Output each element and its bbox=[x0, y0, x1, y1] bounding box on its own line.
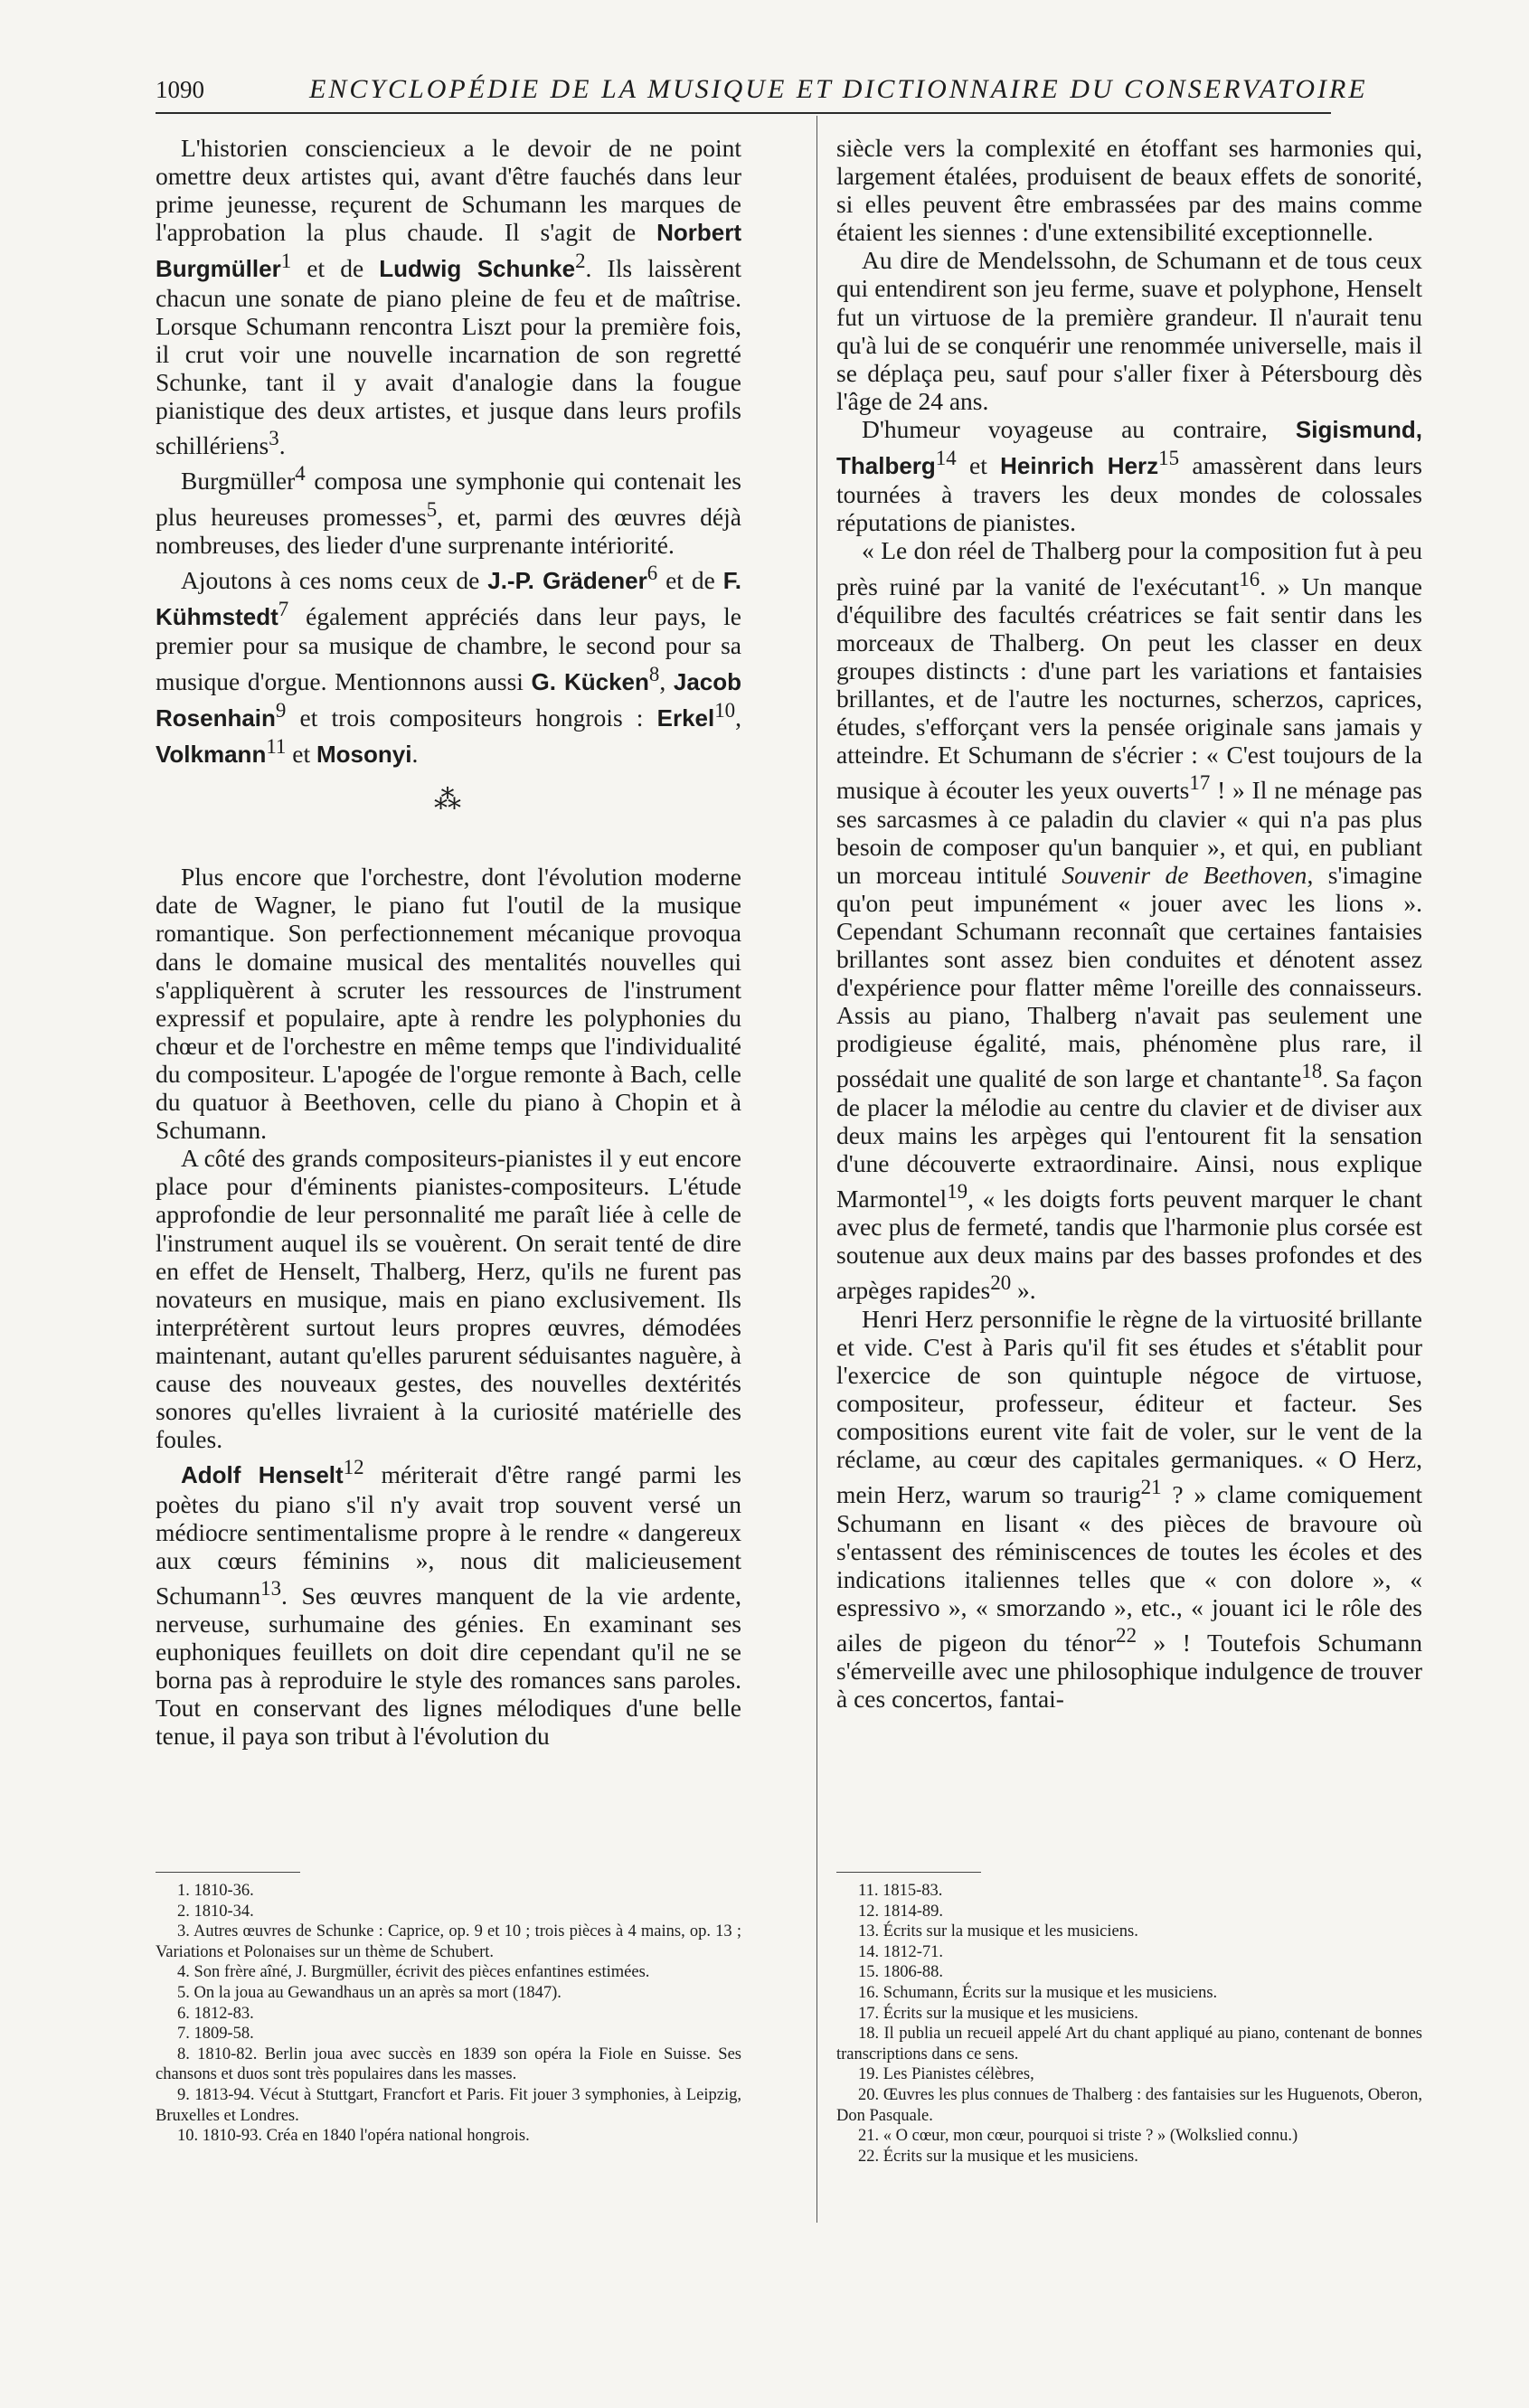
right-column bbox=[836, 134, 1422, 1713]
footnote: 20. Œuvres les plus connues de Thalberg : des fantaisies sur les Huguenots, Oberon, Don Pasquale. bbox=[836, 2085, 1422, 2125]
composer-name: Sigismund, Thalberg bbox=[836, 415, 1422, 480]
footnote-ref[interactable]: 10 bbox=[714, 698, 736, 722]
footnote-ref[interactable]: 15 bbox=[1158, 447, 1180, 470]
section-break-mark: ⁂ bbox=[434, 785, 463, 816]
footnote: 21. « O cœur, mon cœur, pourquoi si triste ? » (Wolkslied connu.) bbox=[858, 2127, 1298, 2146]
footnote: 4. Son frère aîné, J. Burgmüller, écrivit des pièces enfantines estimées. bbox=[177, 1963, 650, 1982]
footnote: 14. 1812-71. bbox=[858, 1942, 944, 1961]
composer-name: Erkel bbox=[656, 704, 715, 732]
footnote-ref[interactable]: 20 bbox=[990, 1271, 1012, 1295]
paragraph-herz: Henri Herz personnifie le règne de la virtuosité brillante et vide. C'est à Paris qu'il fit ses études et s'établit pour l'exercice de son quintuple négoce de virtuose, compositeur, professeur, éditeur et facteur. Ses compositions eurent vite fait de voler, sur le vent de la réclame, au cœur des capitales germaniques. « O Herz, mein Herz, warum so traurig$^{21}$ ? » clame comiquement Schumann en lisant « des pièces de bravoure où s'entassent des réminiscences de toutes les écoles et des indications italiennes telles que « con dolore », « espressivo », « smorzando », etc., « jouant ici le rôle des ailes de pigeon du ténor$^{22}$ » ! Toutefois Schumann s'émerveille avec une philosophique indulgence de trouver à ces concertos, fantai- bbox=[836, 1304, 1422, 1714]
footnote-ref[interactable]: 19 bbox=[947, 1180, 968, 1203]
composer-name: Volkmann bbox=[156, 741, 267, 769]
footnote: 6. 1812-83. bbox=[177, 2004, 254, 2023]
footnotes-right bbox=[836, 1881, 1422, 2167]
page-header bbox=[156, 69, 1368, 114]
footnote-ref[interactable]: 3 bbox=[269, 427, 279, 450]
composer-name: Jacob Rosenhain bbox=[156, 667, 742, 732]
footnote-ref[interactable]: 12 bbox=[343, 1456, 364, 1479]
footnote: 2. 1810-34. bbox=[177, 1902, 254, 1921]
footnote-separator bbox=[836, 1872, 981, 1873]
footnote: 3. Autres œuvres de Schunke : Caprice, op. 9 et 10 ; trois pièces à 4 mains, op. 13 ; Variations et Polonaises sur un thème de Schubert. bbox=[156, 1922, 741, 1961]
work-title: Souvenir de Beethoven bbox=[1062, 860, 1307, 889]
footnote-ref[interactable]: 14 bbox=[935, 447, 957, 470]
composer-name: Mosonyi bbox=[316, 741, 412, 769]
footnote-ref[interactable]: 18 bbox=[1301, 1060, 1323, 1083]
footnote: 10. 1810-93. Créa en 1840 l'opéra national hongrois. bbox=[177, 2127, 530, 2146]
footnote-ref[interactable]: 21 bbox=[1140, 1476, 1162, 1499]
paragraph-burgmuller-schunke: L'historien consciencieux a le devoir de ne point omettre deux artistes qui, avant d'être fauchés dans leur prime jeunesse, reçurent de Schumann les marques de l'approbation la plus chaude. Il s'agit de Norbert Burgmüller$^1$ et de Ludwig Schunke$^2$. Ils laissèrent chacun une sonate de piano pleine de feu et de maîtrise. Lorsque Schumann rencontra Liszt pour la première fois, il crut voir une nouvelle incarnation de son regretté Schunke, tant il y avait d'analogie dans la fougue pianistique des deux artistes, et jusque dans leurs profils schillériens$^3$. bbox=[156, 134, 741, 460]
footnote-ref[interactable]: 16 bbox=[1239, 567, 1260, 590]
paragraph-henselt-continued: siècle vers la complexité en étoffant ses harmonies qui, largement étalées, produisent de beaux effets de sonorité, si elles peuvent être embrassées par des mains comme étaient les siennes : d'une extensibilité exceptionnelle. bbox=[836, 134, 1422, 247]
page-number: 1090 bbox=[156, 76, 204, 103]
footnote: 5. On la joua au Gewandhaus un an après sa mort (1847). bbox=[177, 1983, 562, 2002]
footnote: 13. Écrits sur la musique et les musiciens. bbox=[858, 1922, 1138, 1941]
paragraph-thalberg-herz: D'humeur voyageuse au contraire, Sigismund, Thalberg$^{14}$ et Heinrich Herz$^{15}$ amassèrent dans leurs tournées à travers les deux mondes de colossales réputations de pianistes. bbox=[836, 414, 1422, 537]
paragraph-piano-romantic: Plus encore que l'orchestre, dont l'évolution moderne date de Wagner, le piano fut l'outil de la musique romantique. Son perfectionnement mécanique provoqua dans le domaine musical des mentalités nouvelles qui s'appliquèrent à scruter les ressources de l'instrument expressif et populaire, apte à rendre les polyphonies du chœur et de l'orchestre en même temps que l'individualité du compositeur. L'apogée de l'orgue remonte à Bach, celle du quatuor à Beethoven, celle du piano à Chopin et à Schumann. bbox=[156, 863, 741, 1145]
footnote-ref[interactable]: 7 bbox=[278, 598, 289, 621]
composer-name: F. Kühmstedt bbox=[156, 567, 742, 631]
footnote: 12. 1814-89. bbox=[858, 1902, 944, 1921]
composer-name: J.-P. Grädener bbox=[487, 567, 647, 595]
footnote: 11. 1815-83. bbox=[858, 1882, 943, 1900]
composer-name: Ludwig Schunke bbox=[379, 255, 576, 283]
column-divider bbox=[816, 116, 817, 2223]
left-column bbox=[156, 134, 741, 1751]
footnote-ref[interactable]: 5 bbox=[426, 497, 438, 521]
footnote-ref[interactable]: 9 bbox=[275, 698, 287, 722]
running-title: ENCYCLOPÉDIE DE LA MUSIQUE ET DICTIONNAIRE DU CONSERVATOIRE bbox=[309, 74, 1368, 104]
footnote-ref[interactable]: 8 bbox=[648, 662, 660, 685]
footnote-ref[interactable]: 1 bbox=[280, 250, 292, 273]
footnote: 8. 1810-82. Berlin joua avec succès en 1839 son opéra la Fiole en Suisse. Ses chansons et duos sont très populaires dans les masses. bbox=[156, 2044, 741, 2084]
composer-name: Norbert Burgmüller bbox=[156, 219, 741, 283]
paragraph-henselt: Adolf Henselt$^{12}$ mériterait d'être rangé parmi les poètes du piano s'il n'y avait trop souvent versé un médiocre sentimentalisme propre à le rendre « dangereux aux cœurs féminins », nous dit malicieusement Schumann$^{13}$. Ses œuvres manquent de la vie ardente, nerveuse, surhumaine des génies. En examinant ses euphoniques feuillets on doit dire cependant qu'il ne se borna pas à reproduire le style des romances sans paroles. Tout en conservant des lignes mélodiques d'une belle tenue, il paya son tribut à l'évolution du bbox=[156, 1456, 741, 1751]
footnote-separator bbox=[156, 1872, 300, 1873]
footnote-ref[interactable]: 22 bbox=[1116, 1623, 1137, 1647]
footnote-ref[interactable]: 13 bbox=[260, 1576, 282, 1600]
composer-name: G. Kücken bbox=[531, 667, 649, 695]
paragraph-henselt-virtuoso: Au dire de Mendelssohn, de Schumann et de tous ceux qui entendirent son jeu ferme, suave et polyphone, Henselt fut un virtuose de la première grandeur. Il n'aurait tenu qu'à lui de se conquérir une renommée universelle, mais il se déplaça peu, sauf pour s'aller fixer à Pétersbourg dès l'âge de 24 ans. bbox=[836, 246, 1422, 415]
footnotes-left bbox=[156, 1881, 741, 2147]
footnote-ref[interactable]: 11 bbox=[266, 735, 287, 759]
composer-name: Adolf Henselt bbox=[181, 1461, 344, 1489]
footnote: 7. 1809-58. bbox=[177, 2025, 254, 2044]
footnote: 16. Schumann, Écrits sur la musique et les musiciens. bbox=[858, 1983, 1218, 2002]
paragraph-other-composers: Ajoutons à ces noms ceux de J.-P. Grädener$^6$ et de F. Kühmstedt$^7$ également appréciés dans leur pays, le premier pour sa musique de chambre, le second pour sa musique d'orgue. Mentionnons aussi G. Kücken$^8$, Jacob Rosenhain$^9$ et trois compositeurs hongrois : Erkel$^{10}$, Volkmann$^{11}$ et Mosonyi. bbox=[156, 561, 742, 769]
paragraph-thalberg: « Le don réel de Thalberg pour la composition fut à peu près ruiné par la vanité de l'exécutant$^{16}$. » Un manque d'équilibre des facultés créatrices se fait sentir dans les morceaux de Thalberg. On peut les classer en deux groupes distincts : d'une part les variations et fantaisies brillantes, et de l'autre les nocturnes, scherzos, caprices, études, s'efforçant vers la pensée originale sans jamais y atteindre. Et Schumann de s'écrier : « C'est toujours de la musique à écouter les yeux ouverts$^{17}$ ! » Il ne ménage pas ses sarcasmes à ce paladin du clavier « qui n'a pas plus besoin de composer qu'un banquier », et qui, en publiant un morceau intitulé Souvenir de Beethoven, s'imagine qu'on peut impunément « jouer avec les lions ». Cependant Schumann reconnaît que certaines fantaisies brillantes sont assez bien conduites et dénotent assez d'expérience pour flatter même l'oreille des connaisseurs. Assis au piano, Thalberg n'avait pas seulement une prodigieuse égalité, mais, phénomène plus rare, il possédait une qualité de son large et chantante$^{18}$. Sa façon de placer la mélodie au centre du clavier et de diviser aux deux mains les arpèges qui l'entourent fit la sensation d'une découverte extraordinaire. Ainsi, nous explique Marmontel$^{19}$, « les doigts forts peuvent marquer le chant avec plus de fermeté, tandis que l'harmonie plus corsée est soutenue aux deux mains par des basses profondes et des arpèges rapides$^{20}$ ». bbox=[836, 536, 1422, 1305]
footnote-ref[interactable]: 2 bbox=[575, 250, 586, 273]
footnote: 17. Écrits sur la musique et les musiciens. bbox=[858, 2004, 1138, 2023]
footnote: 18. Il publia un recueil appelé Art du chant appliqué au piano, contenant de bonnes transcriptions dans ce sens. bbox=[836, 2025, 1422, 2063]
paragraph-burgmuller-symphony: Burgmüller$^4$ composa une symphonie qui contenait les plus heureuses promesses$^5$, et, parmi des œuvres déjà nombreuses, des lieder d'une surprenante intériorité. bbox=[156, 462, 741, 559]
footnote-ref[interactable]: 6 bbox=[647, 561, 658, 584]
footnote: 15. 1806-88. bbox=[858, 1963, 944, 1982]
paragraph-pianist-composers: A côté des grands compositeurs-pianistes il y eut encore place pour d'éminents pianistes-compositeurs. L'étude approfondie de leur personnalité me paraît liée à celle de l'instrument auquel ils se vouèrent. On serait tenté de dire en effet de Henselt, Thalberg, Herz, qu'ils ne furent pas novateurs en musique, mais en piano exclusivement. Ils interprétèrent surtout leurs propres œuvres, démodées maintenant, autant qu'elles parurent séduisantes naguère, à cause des nouveaux gestes, des nouvelles dextérités sonores qu'elles livraient à la curiosité matérielle des foules. bbox=[156, 1144, 741, 1454]
footnote: 22. Écrits sur la musique et les musiciens. bbox=[858, 2147, 1138, 2166]
composer-name: Heinrich Herz bbox=[1000, 452, 1159, 480]
footnote: 19. Les Pianistes célèbres, bbox=[858, 2065, 1034, 2084]
footnote-ref[interactable]: 17 bbox=[1189, 771, 1211, 795]
footnote: 9. 1813-94. Vécut à Stuttgart, Francfort et Paris. Fit jouer 3 symphonies, à Leipzig, Bruxelles et Londres. bbox=[156, 2085, 741, 2125]
footnote-ref[interactable]: 4 bbox=[295, 462, 306, 486]
footnote: 1. 1810-36. bbox=[177, 1882, 254, 1900]
